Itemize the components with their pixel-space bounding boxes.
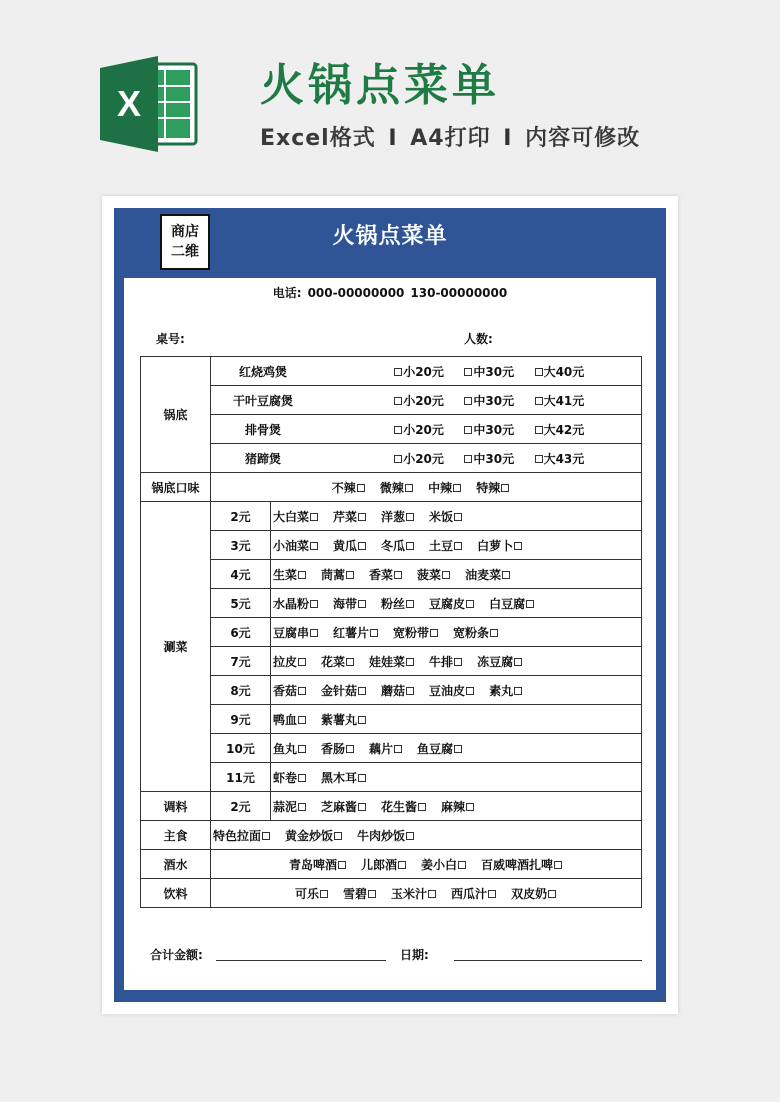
pot-size-small[interactable]: 小20元 — [393, 392, 459, 409]
dish-item[interactable]: 豆腐皮 — [429, 595, 475, 612]
checkbox-icon[interactable] — [428, 890, 436, 898]
veg-items — [271, 734, 642, 763]
checkbox-icon[interactable] — [358, 716, 366, 724]
table-row — [141, 792, 642, 821]
checkbox-icon[interactable] — [466, 687, 474, 695]
veg-items — [271, 705, 642, 734]
dish-item[interactable]: 牛排 — [429, 653, 463, 670]
checkbox-icon[interactable] — [358, 542, 366, 550]
pot-size-medium[interactable]: 中30元 — [463, 450, 529, 467]
sauce-price: 2元 — [211, 792, 271, 821]
dish-item[interactable]: 拉皮 — [273, 653, 307, 670]
table-row — [141, 502, 642, 531]
veg-items — [271, 589, 642, 618]
checkbox-icon[interactable] — [406, 687, 414, 695]
dish-item[interactable]: 豆腐串 — [273, 624, 319, 641]
category-flavor: 锅底口味 — [141, 473, 211, 502]
checkbox-icon[interactable] — [298, 658, 306, 666]
table-row — [141, 705, 642, 734]
dish-item[interactable]: 宽粉条 — [453, 624, 499, 641]
dish-item[interactable]: 洋葱 — [381, 508, 415, 525]
checkbox-icon[interactable] — [458, 861, 466, 869]
checkbox-icon[interactable] — [357, 484, 365, 492]
checkbox-icon[interactable] — [454, 542, 462, 550]
checkbox-icon[interactable] — [298, 687, 306, 695]
flavor-options — [211, 473, 642, 502]
checkbox-icon[interactable] — [394, 368, 402, 376]
checkbox-icon[interactable] — [394, 426, 402, 434]
checkbox-icon[interactable] — [358, 687, 366, 695]
dish-item[interactable]: 鸭血 — [273, 711, 307, 728]
dish-item[interactable]: 米饭 — [429, 508, 463, 525]
checkbox-icon[interactable] — [358, 803, 366, 811]
veg-price: 5元 — [211, 589, 271, 618]
checkbox-icon[interactable] — [535, 426, 543, 434]
table-row — [141, 763, 642, 792]
veg-price: 8元 — [211, 676, 271, 705]
menu-table — [140, 356, 642, 908]
checkbox-icon[interactable] — [298, 745, 306, 753]
checkbox-icon[interactable] — [298, 774, 306, 782]
menu-frame — [114, 208, 666, 1002]
dish-item[interactable]: 芝麻酱 — [321, 798, 367, 815]
table-row — [141, 821, 642, 850]
checkbox-icon[interactable] — [310, 513, 318, 521]
veg-price: 11元 — [211, 763, 271, 792]
menu-paper — [102, 196, 678, 1014]
checkbox-icon[interactable] — [298, 571, 306, 579]
dish-item[interactable]: 黄金炒饭 — [285, 827, 343, 844]
pot-size-small[interactable]: 小20元 — [393, 363, 459, 380]
checkbox-icon[interactable] — [320, 890, 328, 898]
dish-item[interactable]: 双皮奶 — [511, 885, 557, 902]
drinks-items — [211, 879, 642, 908]
checkbox-icon[interactable] — [501, 484, 509, 492]
staple-items — [211, 821, 642, 850]
subtitle-print: A4打印 — [410, 126, 491, 151]
pot-size-medium[interactable]: 中30元 — [463, 392, 529, 409]
flavor-option[interactable]: 微辣 — [380, 479, 414, 496]
alcohol-items — [211, 850, 642, 879]
pot-size-large[interactable]: 大42元 — [534, 421, 600, 438]
checkbox-icon[interactable] — [502, 571, 510, 579]
checkbox-icon[interactable] — [466, 803, 474, 811]
checkbox-icon[interactable] — [406, 832, 414, 840]
subtitle-separator: I — [388, 126, 398, 151]
date-field[interactable] — [454, 960, 642, 961]
table-row — [141, 473, 642, 502]
table-row — [141, 850, 642, 879]
checkbox-icon[interactable] — [358, 513, 366, 521]
dish-item[interactable]: 芹菜 — [333, 508, 367, 525]
pot-row — [211, 357, 642, 386]
checkbox-icon[interactable] — [298, 716, 306, 724]
header-subtitle — [260, 124, 640, 154]
dish-item[interactable]: 雪碧 — [343, 885, 377, 902]
qr-label-line1: 商店 — [171, 224, 199, 240]
flavor-option[interactable]: 中辣 — [428, 479, 462, 496]
pot-name: 猪蹄煲 — [245, 451, 282, 466]
checkbox-icon[interactable] — [554, 861, 562, 869]
checkbox-icon[interactable] — [454, 658, 462, 666]
checkbox-icon[interactable] — [310, 600, 318, 608]
checkbox-icon[interactable] — [535, 368, 543, 376]
pot-size-large[interactable]: 大43元 — [534, 450, 600, 467]
phone-number-1: 000-00000000 — [307, 286, 405, 300]
dish-item[interactable]: 香菜 — [369, 566, 403, 583]
dish-item[interactable]: 粉丝 — [381, 595, 415, 612]
veg-items — [271, 676, 642, 705]
veg-items — [271, 618, 642, 647]
veg-price: 9元 — [211, 705, 271, 734]
dish-item[interactable]: 小油菜 — [273, 537, 319, 554]
checkbox-icon[interactable] — [298, 803, 306, 811]
pot-name: 干叶豆腐煲 — [233, 393, 294, 408]
table-row — [141, 879, 642, 908]
table-row — [141, 676, 642, 705]
table-row — [141, 444, 642, 473]
pot-size-large[interactable]: 大40元 — [534, 363, 600, 380]
phone-label: 电话: — [272, 286, 302, 300]
veg-items — [271, 502, 642, 531]
pot-size-small[interactable]: 小20元 — [393, 450, 459, 467]
subtitle-separator: I — [503, 126, 513, 151]
table-row — [141, 618, 642, 647]
veg-price: 2元 — [211, 502, 271, 531]
dish-item[interactable]: 蘑菇 — [381, 682, 415, 699]
pot-row — [211, 386, 642, 415]
veg-items — [271, 647, 642, 676]
veg-price: 4元 — [211, 560, 271, 589]
checkbox-icon[interactable] — [262, 832, 270, 840]
dish-item[interactable]: 香菇 — [273, 682, 307, 699]
checkbox-icon[interactable] — [398, 861, 406, 869]
checkbox-icon[interactable] — [310, 542, 318, 550]
dish-item[interactable]: 宽粉带 — [393, 624, 439, 641]
checkbox-icon[interactable] — [490, 629, 498, 637]
dish-item[interactable]: 冻豆腐 — [477, 653, 523, 670]
phone-number-2: 130-00000000 — [410, 286, 508, 300]
checkbox-icon[interactable] — [466, 600, 474, 608]
checkbox-icon[interactable] — [394, 745, 402, 753]
dish-item[interactable]: 蒜泥 — [273, 798, 307, 815]
dish-item[interactable]: 生菜 — [273, 566, 307, 583]
checkbox-icon[interactable] — [310, 629, 318, 637]
dish-item[interactable]: 鱼丸 — [273, 740, 307, 757]
checkbox-icon[interactable] — [464, 426, 472, 434]
checkbox-icon[interactable] — [453, 484, 461, 492]
table-row — [141, 560, 642, 589]
dish-item[interactable]: 白萝卜 — [477, 537, 523, 554]
checkbox-icon[interactable] — [346, 571, 354, 579]
dish-item[interactable]: 冬瓜 — [381, 537, 415, 554]
checkbox-icon[interactable] — [394, 455, 402, 463]
veg-items — [271, 763, 642, 792]
checkbox-icon[interactable] — [418, 803, 426, 811]
header-title: 火锅点菜单 — [260, 60, 500, 111]
dish-item[interactable]: 玉米汁 — [391, 885, 437, 902]
subtitle-format: Excel格式 — [260, 126, 376, 151]
dish-item[interactable]: 虾卷 — [273, 769, 307, 786]
checkbox-icon[interactable] — [346, 658, 354, 666]
checkbox-icon[interactable] — [454, 745, 462, 753]
checkbox-icon[interactable] — [346, 745, 354, 753]
checkbox-icon[interactable] — [535, 455, 543, 463]
menu-title: 火锅点菜单 — [332, 224, 448, 249]
dish-item[interactable]: 香肠 — [321, 740, 355, 757]
checkbox-icon[interactable] — [394, 397, 402, 405]
table-row — [141, 589, 642, 618]
category-veg: 涮菜 — [141, 502, 211, 792]
dish-item[interactable]: 百威啤酒扎啤 — [481, 856, 563, 873]
table-row — [141, 357, 642, 386]
dish-item[interactable]: 花生酱 — [381, 798, 427, 815]
menu-body — [124, 278, 656, 990]
checkbox-icon[interactable] — [442, 571, 450, 579]
checkbox-icon[interactable] — [514, 687, 522, 695]
flavor-option[interactable]: 特辣 — [476, 479, 510, 496]
dish-item[interactable]: 黄瓜 — [333, 537, 367, 554]
checkbox-icon[interactable] — [526, 600, 534, 608]
table-row — [141, 647, 642, 676]
checkbox-icon[interactable] — [368, 890, 376, 898]
page-header — [0, 0, 780, 190]
checkbox-icon[interactable] — [514, 658, 522, 666]
table-row — [141, 386, 642, 415]
dish-item[interactable]: 麻辣 — [441, 798, 475, 815]
total-amount-field[interactable] — [216, 960, 386, 961]
table-number-label: 桌号: — [156, 332, 185, 346]
dish-item[interactable]: 青岛啤酒 — [289, 856, 347, 873]
dish-item[interactable]: 油麦菜 — [465, 566, 511, 583]
checkbox-icon[interactable] — [514, 542, 522, 550]
checkbox-icon[interactable] — [464, 455, 472, 463]
checkbox-icon[interactable] — [405, 484, 413, 492]
pot-size-small[interactable]: 小20元 — [393, 421, 459, 438]
checkbox-icon[interactable] — [464, 368, 472, 376]
dish-item[interactable]: 特色拉面 — [213, 827, 271, 844]
dish-item[interactable]: 姜小白 — [421, 856, 467, 873]
checkbox-icon[interactable] — [454, 513, 462, 521]
dish-item[interactable]: 海带 — [333, 595, 367, 612]
dish-item[interactable]: 金针菇 — [321, 682, 367, 699]
sauce-items — [271, 792, 642, 821]
table-row — [141, 415, 642, 444]
subtitle-editable: 内容可修改 — [525, 126, 641, 151]
total-amount-label: 合计金额: — [150, 948, 203, 962]
checkbox-icon[interactable] — [370, 629, 378, 637]
category-alcohol: 酒水 — [141, 850, 211, 879]
checkbox-icon[interactable] — [394, 571, 402, 579]
dish-item[interactable]: 西瓜汁 — [451, 885, 497, 902]
dish-item[interactable]: 花菜 — [321, 653, 355, 670]
dish-item[interactable]: 大白菜 — [273, 508, 319, 525]
pot-row — [211, 415, 642, 444]
checkbox-icon[interactable] — [406, 542, 414, 550]
phone-line — [124, 284, 656, 302]
dish-item[interactable]: 水晶粉 — [273, 595, 319, 612]
checkbox-icon[interactable] — [535, 397, 543, 405]
checkbox-icon[interactable] — [464, 397, 472, 405]
category-sauce: 调料 — [141, 792, 211, 821]
category-staple: 主食 — [141, 821, 211, 850]
table-row — [141, 734, 642, 763]
dish-item[interactable]: 红薯片 — [333, 624, 379, 641]
veg-price: 7元 — [211, 647, 271, 676]
veg-price: 6元 — [211, 618, 271, 647]
checkbox-icon[interactable] — [358, 774, 366, 782]
checkbox-icon[interactable] — [406, 513, 414, 521]
dish-item[interactable]: 素丸 — [489, 682, 523, 699]
checkbox-icon[interactable] — [548, 890, 556, 898]
checkbox-icon[interactable] — [406, 658, 414, 666]
pot-size-large[interactable]: 大41元 — [534, 392, 600, 409]
veg-price: 3元 — [211, 531, 271, 560]
pot-size-medium[interactable]: 中30元 — [463, 421, 529, 438]
dish-item[interactable]: 白豆腐 — [489, 595, 535, 612]
dish-item[interactable]: 娃娃菜 — [369, 653, 415, 670]
checkbox-icon[interactable] — [430, 629, 438, 637]
dish-item[interactable]: 儿郎酒 — [361, 856, 407, 873]
table-row — [141, 531, 642, 560]
checkbox-icon[interactable] — [488, 890, 496, 898]
pot-size-medium[interactable]: 中30元 — [463, 363, 529, 380]
checkbox-icon[interactable] — [358, 600, 366, 608]
pot-name: 红烧鸡煲 — [239, 364, 288, 379]
dish-item[interactable]: 紫薯丸 — [321, 711, 367, 728]
dish-item[interactable]: 藕片 — [369, 740, 403, 757]
dish-item[interactable]: 菠菜 — [417, 566, 451, 583]
category-pot: 锅底 — [141, 357, 211, 473]
dish-item[interactable]: 黑木耳 — [321, 769, 367, 786]
checkbox-icon[interactable] — [334, 832, 342, 840]
checkbox-icon[interactable] — [406, 600, 414, 608]
dish-item[interactable]: 茼蒿 — [321, 566, 355, 583]
veg-price: 10元 — [211, 734, 271, 763]
dish-item[interactable]: 鱼豆腐 — [417, 740, 463, 757]
qr-label-line2: 二维 — [171, 244, 199, 260]
excel-icon — [100, 56, 200, 152]
checkbox-icon[interactable] — [338, 861, 346, 869]
date-label: 日期: — [400, 948, 429, 962]
excel-logo-letter: X — [116, 83, 142, 124]
category-drinks: 饮料 — [141, 879, 211, 908]
dish-item[interactable]: 土豆 — [429, 537, 463, 554]
pot-row — [211, 444, 642, 473]
dish-item[interactable]: 豆油皮 — [429, 682, 475, 699]
flavor-option[interactable]: 不辣 — [332, 479, 366, 496]
dish-item[interactable]: 牛肉炒饭 — [357, 827, 415, 844]
veg-items — [271, 560, 642, 589]
veg-items — [271, 531, 642, 560]
dish-item[interactable]: 可乐 — [295, 885, 329, 902]
people-count-label: 人数: — [464, 332, 493, 346]
pot-name: 排骨煲 — [245, 422, 282, 437]
